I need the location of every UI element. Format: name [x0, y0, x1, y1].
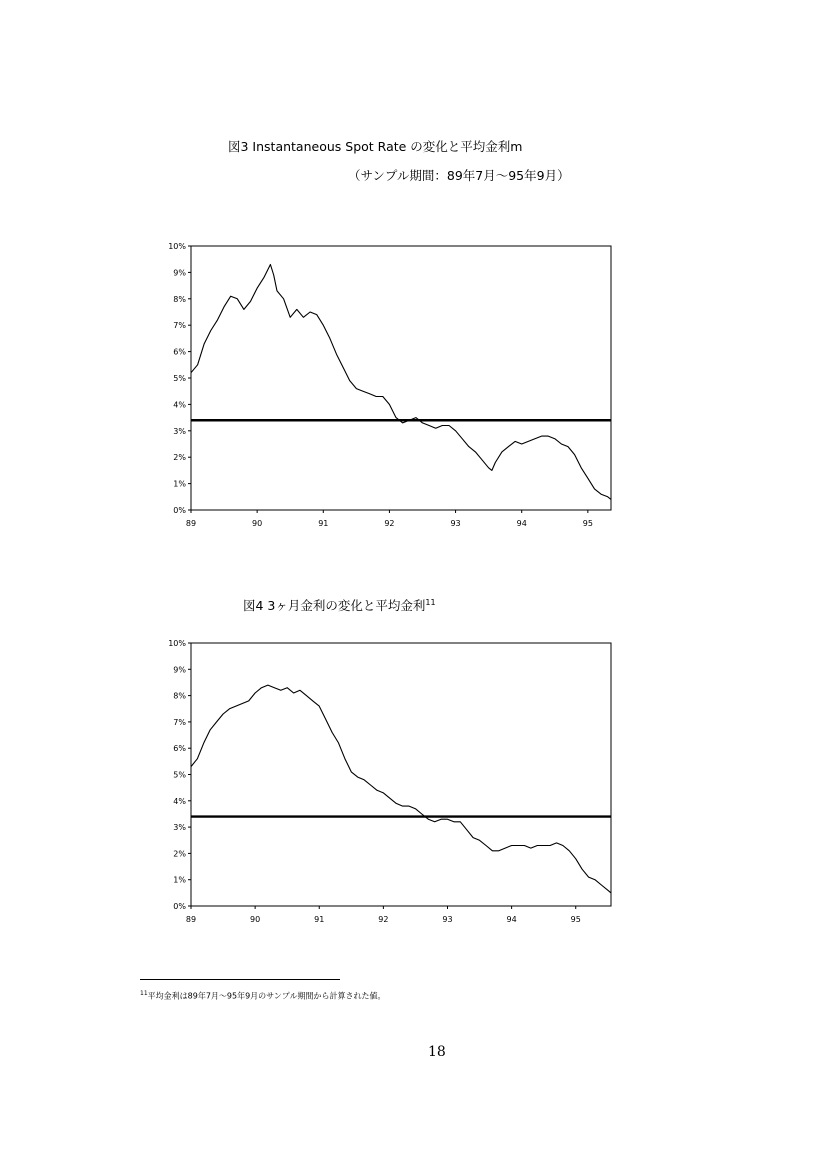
- y-tick-label: 3%: [173, 426, 186, 436]
- rate-series-line: [191, 265, 611, 500]
- x-tick-label: 90: [250, 915, 261, 924]
- plot-frame: [191, 643, 611, 906]
- figure-3-subtitle: （サンプル期間：89年7月～95年9月）: [348, 168, 570, 183]
- y-tick-label: 4%: [173, 796, 186, 806]
- x-tick-label: 89: [185, 915, 197, 924]
- footnote-rule: [140, 979, 340, 980]
- x-tick-label: 94: [516, 519, 527, 528]
- footnote-text: 平均金利は89年7月～95年9月のサンプル期間から計算された値。: [147, 991, 386, 1001]
- x-tick-label: 91: [314, 915, 325, 924]
- x-tick-label: 95: [570, 915, 581, 924]
- page-number: 18: [428, 1044, 446, 1060]
- y-tick-label: 2%: [173, 453, 186, 463]
- y-tick-label: 0%: [173, 506, 186, 515]
- y-tick-label: 0%: [173, 902, 186, 911]
- figure-4-chart: [0, 632, 827, 942]
- x-tick-label: 92: [384, 519, 395, 528]
- y-tick-label: 9%: [173, 665, 186, 675]
- figure-3-chart: [0, 235, 827, 545]
- y-tick-label: 5%: [173, 374, 186, 383]
- rate-series-line: [191, 685, 611, 893]
- y-tick-label: 8%: [173, 294, 186, 304]
- y-tick-label: 7%: [173, 321, 186, 331]
- y-tick-label: 8%: [173, 691, 186, 701]
- y-tick-label: 9%: [173, 268, 186, 278]
- x-tick-label: 94: [506, 915, 517, 924]
- y-tick-label: 2%: [173, 849, 186, 859]
- footnote: [140, 990, 385, 1002]
- x-tick-label: 93: [442, 915, 453, 924]
- x-tick-label: 90: [252, 519, 263, 528]
- x-tick-label: 91: [318, 519, 329, 528]
- figure-4-title-text: 図4 3ヶ月金利の変化と平均金利: [243, 598, 426, 613]
- figure-4-title: [243, 596, 436, 614]
- figure-4-footnote-ref: 11: [425, 597, 436, 607]
- y-tick-label: 7%: [173, 717, 186, 727]
- y-tick-label: 1%: [173, 479, 186, 489]
- y-tick-label: 5%: [173, 770, 186, 780]
- figure-3-title: 図3 Instantaneous Spot Rate の変化と平均金利m: [228, 139, 523, 154]
- plot-frame: [191, 246, 611, 510]
- y-tick-label: 3%: [173, 823, 186, 833]
- y-tick-label: 6%: [173, 744, 186, 754]
- x-tick-label: 95: [582, 519, 593, 528]
- x-tick-label: 89: [185, 519, 197, 528]
- y-tick-label: 6%: [173, 347, 186, 357]
- x-tick-label: 93: [450, 519, 461, 528]
- footnote-mark: 11: [140, 990, 148, 997]
- y-tick-label: 4%: [173, 400, 186, 410]
- x-tick-label: 92: [378, 915, 389, 924]
- y-tick-label: 10%: [168, 639, 186, 648]
- y-tick-label: 10%: [168, 242, 186, 251]
- y-tick-label: 1%: [173, 875, 186, 885]
